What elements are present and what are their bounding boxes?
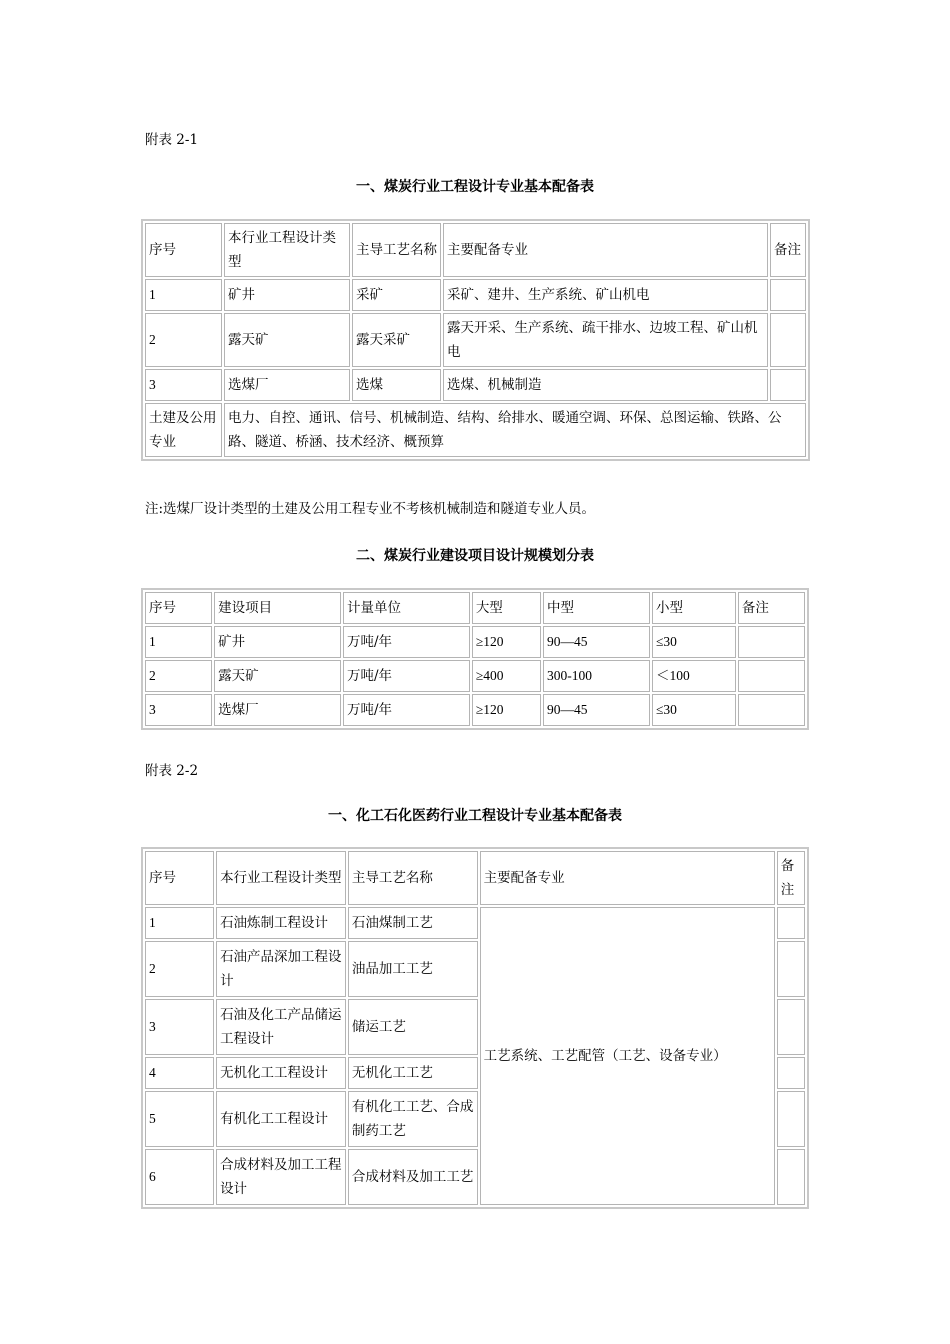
header-cell: 备注 [777, 851, 805, 905]
table-cell: 矿井 [224, 279, 350, 311]
appendix-label-2-1: 附表 2-1 [145, 132, 199, 148]
table-cell: 采矿、建井、生产系统、矿山机电 [443, 279, 768, 311]
header-cell: 主导工艺名称 [352, 223, 441, 277]
header-cell: 备注 [738, 592, 805, 624]
table-cell: 油品加工工艺 [348, 941, 478, 997]
table-row [145, 907, 805, 939]
table-cell: 有机化工工程设计 [216, 1091, 346, 1147]
table-cell: 1 [145, 279, 222, 311]
table-cell [777, 941, 805, 997]
table-cell: 万吨/年 [343, 660, 470, 692]
table-cell: 储运工艺 [348, 999, 478, 1055]
table-cell: 2 [145, 941, 214, 997]
table-header-row [145, 223, 806, 277]
table-cell [770, 279, 806, 311]
table-cell: 选煤厂 [214, 694, 341, 726]
table-row [145, 313, 806, 367]
table-cell: 选煤厂 [224, 369, 350, 401]
table-cell: 采矿 [352, 279, 441, 311]
table-cell: 万吨/年 [343, 694, 470, 726]
table-cell: 3 [145, 999, 214, 1055]
table3-title: 一、化工石化医药行业工程设计专业基本配备表 [328, 808, 622, 824]
header-cell: 本行业工程设计类型 [224, 223, 350, 277]
table-cell: ≥120 [472, 694, 541, 726]
table-cell: 选煤 [352, 369, 441, 401]
table-cell: 无机化工工艺 [348, 1057, 478, 1089]
table-cell: 3 [145, 694, 212, 726]
table-cell: 300-100 [543, 660, 650, 692]
table-cell: 石油及化工产品储运工程设计 [216, 999, 346, 1055]
table-row [145, 694, 805, 726]
table-cell: 合成材料及加工工程设计 [216, 1149, 346, 1205]
table-header-row [145, 851, 805, 905]
header-cell: 主要配备专业 [480, 851, 775, 905]
table-cell: 6 [145, 1149, 214, 1205]
table-cell: 4 [145, 1057, 214, 1089]
table-cell [777, 1149, 805, 1205]
table-row [145, 660, 805, 692]
table-footer-row [145, 403, 806, 457]
table-cell: 石油产品深加工程设计 [216, 941, 346, 997]
table-cell [777, 1057, 805, 1089]
table-cell [738, 660, 805, 692]
table-cell: 1 [145, 907, 214, 939]
table-header-row [145, 592, 805, 624]
header-cell: 建设项目 [214, 592, 341, 624]
table-cell [777, 1091, 805, 1147]
table-cell [777, 907, 805, 939]
header-cell: 主要配备专业 [443, 223, 768, 277]
coal-scale-table [141, 588, 809, 730]
table1-note: 注:选煤厂设计类型的土建及公用工程专业不考核机械制造和隧道专业人员。 [145, 501, 596, 517]
table-cell: 2 [145, 660, 212, 692]
table-cell [770, 313, 806, 367]
table-cell: ≥120 [472, 626, 541, 658]
table-cell: 选煤、机械制造 [443, 369, 768, 401]
table-cell: 万吨/年 [343, 626, 470, 658]
table-row [145, 626, 805, 658]
table-cell [738, 694, 805, 726]
header-cell: 备注 [770, 223, 806, 277]
table-row [145, 279, 806, 311]
header-cell: 序号 [145, 851, 214, 905]
table-cell: 合成材料及加工工艺 [348, 1149, 478, 1205]
table-cell: 无机化工工程设计 [216, 1057, 346, 1089]
merged-specialty-cell: 工艺系统、工艺配管（工艺、设备专业） [480, 907, 775, 1205]
header-cell: 主导工艺名称 [348, 851, 478, 905]
coal-specialty-table [141, 219, 810, 461]
header-cell: 中型 [543, 592, 650, 624]
chemical-specialty-table [141, 847, 809, 1209]
table-cell: 矿井 [214, 626, 341, 658]
table-cell: ≥400 [472, 660, 541, 692]
table-cell: 1 [145, 626, 212, 658]
table-cell [777, 999, 805, 1055]
table-cell: 3 [145, 369, 222, 401]
header-cell: 小型 [652, 592, 736, 624]
table-row [145, 369, 806, 401]
table-cell: 90—45 [543, 626, 650, 658]
header-cell: 大型 [472, 592, 541, 624]
table-cell [770, 369, 806, 401]
header-cell: 本行业工程设计类型 [216, 851, 346, 905]
table-cell: 90—45 [543, 694, 650, 726]
header-cell: 序号 [145, 223, 222, 277]
table-cell: ＜100 [652, 660, 736, 692]
table-cell: 5 [145, 1091, 214, 1147]
table-cell: ≤30 [652, 626, 736, 658]
table2-title: 二、煤炭行业建设项目设计规模划分表 [356, 548, 594, 564]
table-cell: ≤30 [652, 694, 736, 726]
table-cell: 石油炼制工程设计 [216, 907, 346, 939]
table-cell: 露天采矿 [352, 313, 441, 367]
table-cell [738, 626, 805, 658]
header-cell: 计量单位 [343, 592, 470, 624]
footer-value-cell: 电力、自控、通讯、信号、机械制造、结构、给排水、暖通空调、环保、总图运输、铁路、公路、隧道、桥涵、技术经济、概预算 [224, 403, 806, 457]
table-cell: 露天开采、生产系统、疏干排水、边坡工程、矿山机电 [443, 313, 768, 367]
appendix-label-2-2: 附表 2-2 [145, 763, 199, 779]
table1-title: 一、煤炭行业工程设计专业基本配备表 [356, 179, 594, 195]
table-cell: 有机化工工艺、合成制药工艺 [348, 1091, 478, 1147]
table-cell: 石油煤制工艺 [348, 907, 478, 939]
footer-label-cell: 土建及公用专业 [145, 403, 222, 457]
table-cell: 2 [145, 313, 222, 367]
header-cell: 序号 [145, 592, 212, 624]
table-cell: 露天矿 [224, 313, 350, 367]
table-cell: 露天矿 [214, 660, 341, 692]
